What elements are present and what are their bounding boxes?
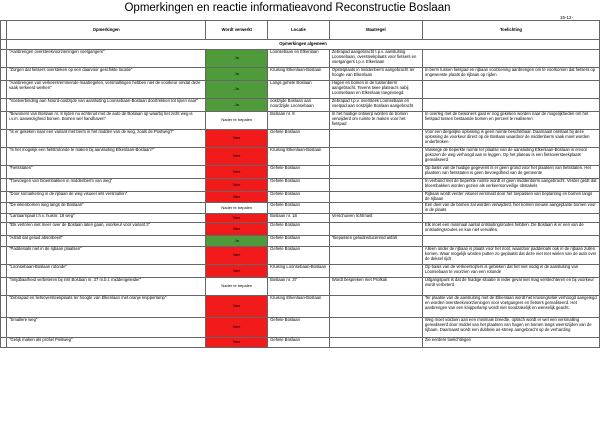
explanation-cell: Rijbaan wordt verder visueel versmald door het toepassen van beplanting en bomen langs de rijbaan [422, 192, 599, 203]
location-cell: Gehele Boslaan [268, 166, 330, 179]
table-row [1, 192, 600, 203]
table-row [1, 166, 600, 179]
status-cell: Nee [206, 192, 268, 203]
remark-cell: "Zebrapad en fietsoversteekplaats ter hoogte van Elkenlaan met oranje knipperlamp" [7, 296, 206, 318]
explanation-cell: Weg moet voldoen aan een minimale breedte, optisch wordt er wel een versmalling gerealiseerd door middel van het plaatsen van hagen en bomen langs weerszijden van de rijbaan. Daarnaast wordt een dubbele as-streep aangebracht op de verharding [422, 318, 599, 338]
explanation-cell: In overleg met de bewoners gaat er nog gekeken worden naar de mogelijkheden om het fietspad tussen bestaande bomen en perceel te realiseren [422, 112, 599, 130]
explanation-cell: Ter plaatse van de aansluiting met de Elkenlaan wordt het kruisingsvlak verhoogd aangelegd en worden oversteekvoorzieningen voor voetgangers en fietsers gerealiseerd. Het aanbrengen van een knipperlamp wordt niet noodzakelijk en wenselijk geacht. [422, 296, 599, 318]
location-cell: Gehele Boslaan [268, 203, 330, 214]
location-cell: Gehele Boslaan [268, 179, 330, 192]
table-row [1, 50, 600, 68]
location-cell: Gehele Boslaan [268, 223, 330, 236]
table-row [1, 318, 600, 338]
status-cell: Ja [206, 99, 268, 112]
remark-cell: "Gelijk maken als profiel Postweg" [7, 338, 206, 348]
measure-cell: Verschuiven lichtmast [329, 214, 422, 223]
measure-cell: Opstelplaats in middenberm aangebracht ter hoogte van Elkenlaan [329, 68, 422, 81]
remark-cell: "Inrijdbaarheid verbeteren bij inrit Boslaan nr. 37 m.b.t. middengeleider" [7, 278, 206, 296]
measure-cell [329, 296, 422, 318]
header-locatie: Locatie [268, 21, 330, 40]
remark-cell: "Is er gekeken naar een variant met berm in het midden van de weg, zoals de Postweg?" [7, 130, 206, 148]
remark-cell: "Aanbrengen oversteekvoorzieningen voetgangers" [7, 50, 206, 68]
measure-cell: Hagen en bomen in de tussenberm aangebracht. Tevens twee plateau's nabij Loonsebaan en Elkenlaan toegevoegd. [329, 81, 422, 99]
remark-cell: "De eikenbomen weg langs de Boslaan" [7, 203, 206, 214]
explanation-cell: In berm tussen fietspad en rijbaan voorziening aanbrengen om te voorkomen dat fietsers op ongewenste plaats de rijbaan op rijden [422, 68, 599, 81]
table-row [1, 247, 600, 265]
measure-cell [329, 166, 422, 179]
status-cell: Nee [206, 318, 268, 338]
remark-cell: "Is het mogelijk een fietstrotonde te maken bij aansluiting Elkenlaan-Boslaan?" [7, 148, 206, 166]
remark-cell: "Asfalt dat geluid absorbeert" [7, 236, 206, 247]
table-row [1, 203, 600, 214]
remark-cell: "Voetverbinding aan Noord-oostzijde van aansluiting Loonsebaan-Boslaan doortrekken tot lijnen naar" [7, 99, 206, 112]
status-cell: Nee [206, 130, 268, 148]
table-row [1, 112, 600, 130]
explanation-cell [422, 99, 599, 112]
status-cell: Ja [206, 81, 268, 99]
explanation-cell: Zie eerdere toelichtingen [422, 338, 599, 348]
measure-cell [329, 203, 422, 214]
header-opmerkingen: Opmerkingen [7, 21, 206, 40]
table-row [1, 338, 600, 348]
explanation-cell: Elk moet een minimaal aantal ontsluitingsroutes hebben. De Boslaan is er een van de ontsluitingsroutes en kan niet vervallen. [422, 223, 599, 236]
status-cell: Nader te bepalen [206, 278, 268, 296]
location-cell: Boslaan nr. 37 [268, 278, 330, 296]
location-cell: Boslaan nr. 18 [268, 214, 330, 223]
location-cell: Gehele Boslaan [268, 338, 330, 348]
section-title: Opmerkingen algemeen [7, 40, 600, 50]
table-row [1, 81, 600, 99]
location-cell: Kruising Elkenlaan-Boslaan [268, 68, 330, 81]
status-cell: Ja [206, 236, 268, 247]
table-row [1, 236, 600, 247]
page-date: 15-12- [559, 15, 573, 20]
location-cell: Gehele Boslaan [268, 236, 330, 247]
remark-cell: "Lantaarnpaal t.h.v. huisnr. 18 weg" [7, 214, 206, 223]
measure-cell: Toepassen geluidreducerend asfalt [329, 236, 422, 247]
explanation-cell: Op basis van de huidige gegevens is er geen grond voor het plaatsen van fietsstaten. Het plaatsen van fietsstaten is geen bevoegdheid van de gemeente [422, 166, 599, 179]
page-title: Opmerkingen en reactie informatieavond Reconstructie Boslaan [124, 2, 451, 14]
table-row [1, 179, 600, 192]
measure-cell: Zebrapad t.p.v. oversteek Loonsebaan en voetpad aan oostzijde Boslaan aangebracht [329, 99, 422, 112]
remark-cell: "Toevoegen van bloembakken in middenberm van weg" [7, 179, 206, 192]
location-cell: Gehele Boslaan [268, 130, 330, 148]
measure-cell [329, 318, 422, 338]
header-toelichting: Toelichting [422, 21, 599, 40]
explanation-cell: Alleen onder de rijbaan is plaats voor het riool, waardoor paddeloals ook in de rijbaan zullen komen. Waar mogelijk worden putten zo geplaatst dat deze niet met wielen van de auto over de deksel rijdt [422, 247, 599, 265]
status-cell: Nee [206, 265, 268, 278]
location-cell: Kruising Loonsebaan-Boslaan [268, 265, 330, 278]
explanation-cell: Voor een dergelijke oplossing is geen ruimte beschikbaar. Daarnaast ontstaat bij deze oplossing de voorkeur direct op de Boslaan waardoor de middenberm vaak moet worden onderbroken [422, 130, 599, 148]
remark-cell: "Bewoners van Boslaan nr. 8 rijden nu achteruit met de auto de Boslaan op waarbij het zicht weg is i.v.m. aanwezigheid bomen. Bomen wel handhaven" [7, 112, 206, 130]
measure-cell [329, 148, 422, 166]
remark-cell: "Fietsstaten" [7, 166, 206, 179]
table-row [1, 223, 600, 236]
remark-cell: "Elk verloren niet meer over de Boslaan laten gaan, voorkeur voor variant 2" [7, 223, 206, 236]
location-cell: Loonsebaan en Elkenlaan [268, 50, 330, 68]
measure-cell [329, 192, 422, 203]
measure-cell [329, 179, 422, 192]
status-cell: Nader te bepalen [206, 112, 268, 130]
section-row [1, 40, 600, 50]
measure-cell [329, 130, 422, 148]
status-cell: Nee [206, 338, 268, 348]
remark-cell: "Paddeloals niet in de rijbaan plaatsen" [7, 247, 206, 265]
table-row [1, 296, 600, 318]
explanation-cell: Een deel van de bomen zal worden verwijderd, hier komen nieuwe aangeplante bomen voor in de plaats [422, 203, 599, 214]
table-row [1, 265, 600, 278]
explanation-cell [422, 50, 599, 68]
measure-cell: Wordt bespreken met Profkali [329, 278, 422, 296]
table-row [1, 99, 600, 112]
status-cell: Nee [206, 148, 268, 166]
remark-cell: "Aanbrengen van verkeersremmende maatregelen, versmallingen hebben niet de voorkeur omdat deze vaak verkeerd werken" [7, 81, 206, 99]
measure-cell [329, 223, 422, 236]
status-cell: Nee [206, 223, 268, 236]
remark-cell: "Zorgen dat fietsers oversteken op een daarvoor geschikte locatie" [7, 68, 206, 81]
table-row [1, 278, 600, 296]
explanation-cell [422, 236, 599, 247]
status-cell: Ja [206, 68, 268, 81]
header-maatregel: Maatregel [329, 21, 422, 40]
measure-cell: Zebrapad aangebracht t.p.v. aansluiting Loonsebaan, oversteekplaats voor fietsers en voetgangers t.p.v. Elkenlaan [329, 50, 422, 68]
status-cell: Nee [206, 179, 268, 192]
location-cell: Kruising Elkenlaan-Boslaan [268, 296, 330, 318]
explanation-cell: In verband met de beperkte ruimte wordt er geen middenberm aangebracht. Verder geldt dat bloembakken worden gezien als verkeersonveilige obstakels [422, 179, 599, 192]
status-cell: Nee [206, 166, 268, 179]
table-row [1, 68, 600, 81]
remark-cell: "Door somarkering in de rijbaan de weg visueel iets versmallen" [7, 192, 206, 203]
explanation-cell: Vanwege de beperkte ruimte ter plaatse van de aansluiting Elkenlaan-Boslaan is ervoor gekozen de weg verhoogd aan te leggen. Op het plateau is een fietsoversteekplaats gerealiseerd [422, 148, 599, 166]
status-cell: Nee [206, 296, 268, 318]
location-cell: Kruising Elkenlaan-Boslaan [268, 148, 330, 166]
status-cell: Nee [206, 214, 268, 223]
measure-cell [329, 247, 422, 265]
location-cell: oostzijde Boslaan aan noordzijde Loonsebaan [268, 99, 330, 112]
status-cell: Nader te bepalen [206, 203, 268, 214]
header-wordt-verwerkt: Wordt verwerkt [206, 21, 268, 40]
explanation-cell: Uitgangspunt is dat de huidige situatie in ieder geval niet mag verslechteren en bij voorkeur wordt verbeterd. [422, 278, 599, 296]
remarks-table [0, 20, 600, 348]
status-cell: Nee [206, 247, 268, 265]
table-row [1, 148, 600, 166]
measure-cell [329, 338, 422, 348]
table-row [1, 130, 600, 148]
location-cell: Langs gehele Boslaan [268, 81, 330, 99]
location-cell: Gehele Boslaan [268, 192, 330, 203]
remark-cell: "Loonsebaan-Boslaan rotonde" [7, 265, 206, 278]
remark-cell: "Smallere weg" [7, 318, 206, 338]
measure-cell: In het huidige ontwerp worden de bomen verwijderd om ruimte te maken voor het fietspad [329, 112, 422, 130]
location-cell: Gehele Boslaan [268, 247, 330, 265]
explanation-cell: Op basis van de verkeerscijfers is gebleken dat het niet nodig is de aansluiting van Loonsebaan te voorzien van een rotonde [422, 265, 599, 278]
location-cell: Boslaan nr. 8 [268, 112, 330, 130]
table-header-row [1, 21, 600, 40]
status-cell: Ja [206, 50, 268, 68]
measure-cell [329, 265, 422, 278]
explanation-cell [422, 81, 599, 99]
location-cell: Gehele Boslaan [268, 318, 330, 338]
